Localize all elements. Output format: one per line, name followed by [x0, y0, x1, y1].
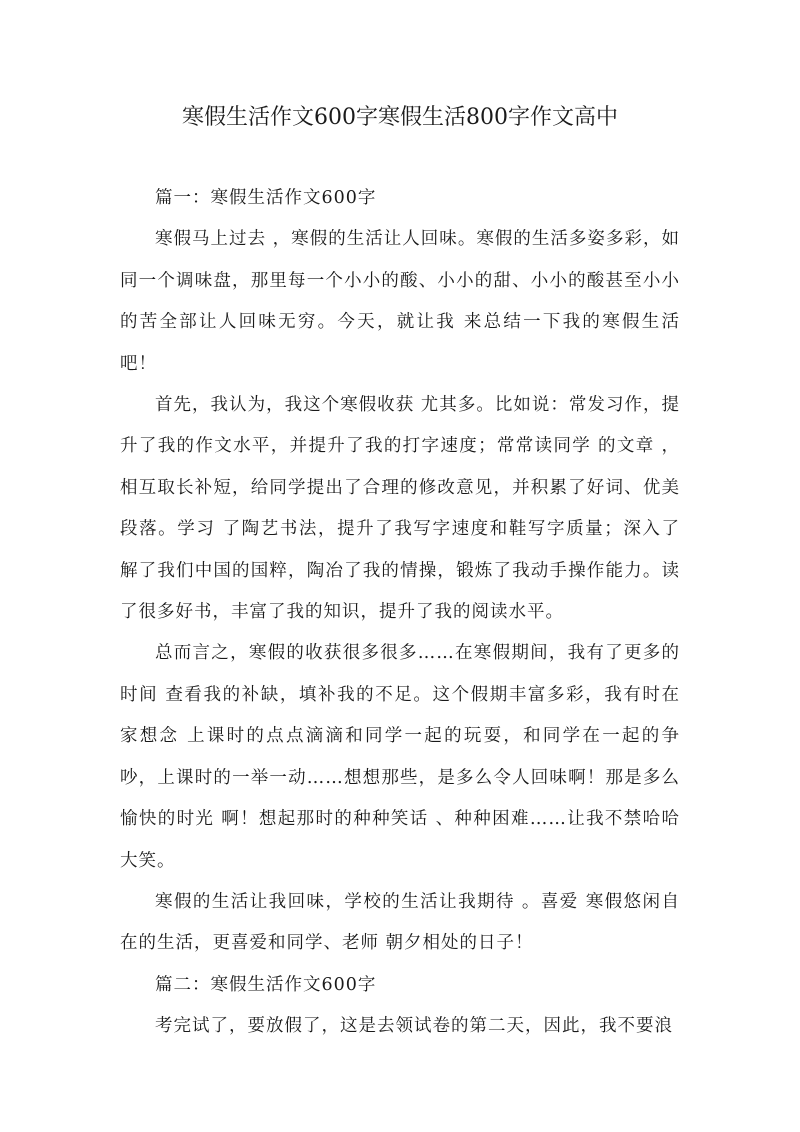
paragraph: 寒假的生活让我回味，学校的生活让我期待 。喜爱 寒假悠闲自在的生活，更喜爱和同学、老师 朝夕相处的日子！ — [120, 891, 680, 954]
paragraph: 寒假马上过去 ，寒假的生活让人回味。寒假的生活多姿多彩，如同一个调味盘，那里每一个小小的酸、小小的甜、小小的酸甚至小小的苦全部让人回味无穷。今天，就让我 来总结一下我的寒假生活吧！ — [120, 229, 680, 374]
section-heading: 篇一：寒假生活作文600字 — [155, 188, 377, 208]
paragraph: 考完试了，要放假了，这是去领试卷的第二天，因此，我不要浪 — [155, 1016, 673, 1037]
paragraph: 总而言之，寒假的收获很多很多……在寒假期间，我有了更多的时间 查看我的补缺，填补我的不足。这个假期丰富多彩，我有时在家想念 上课时的点点滴滴和同学一起的玩耍，和同学在一起的争吵，上课时的一举一动……想想那些，是多么令人回味啊！那是多么愉快的时光 啊！想起那时的种种笑话 、种种困难……让我不禁哈哈大笑。 — [120, 643, 680, 871]
document-title: 寒假生活作文600字寒假生活800字作文高中 — [182, 105, 618, 130]
paragraph: 首先，我认为，我这个寒假收获 尤其多。比如说：常发习作，提升了我的作文水平，并提升了我的打字速度；常常读同学 的文章 ，相互取长补短，给同学提出了合理的修改意见，并积累了好词、优美 段落。学习 了陶艺书法，提升了我写字速度和鞋写字质量；深入了解了我们中国的国粹，陶冶了我的情操，锻炼了我动手操作能力。读了很多好书，丰富了我的知识，提升了我的阅读水平。 — [120, 395, 680, 623]
section-heading: 篇二：寒假生活作文600字 — [155, 974, 377, 995]
document-body — [120, 178, 680, 1048]
